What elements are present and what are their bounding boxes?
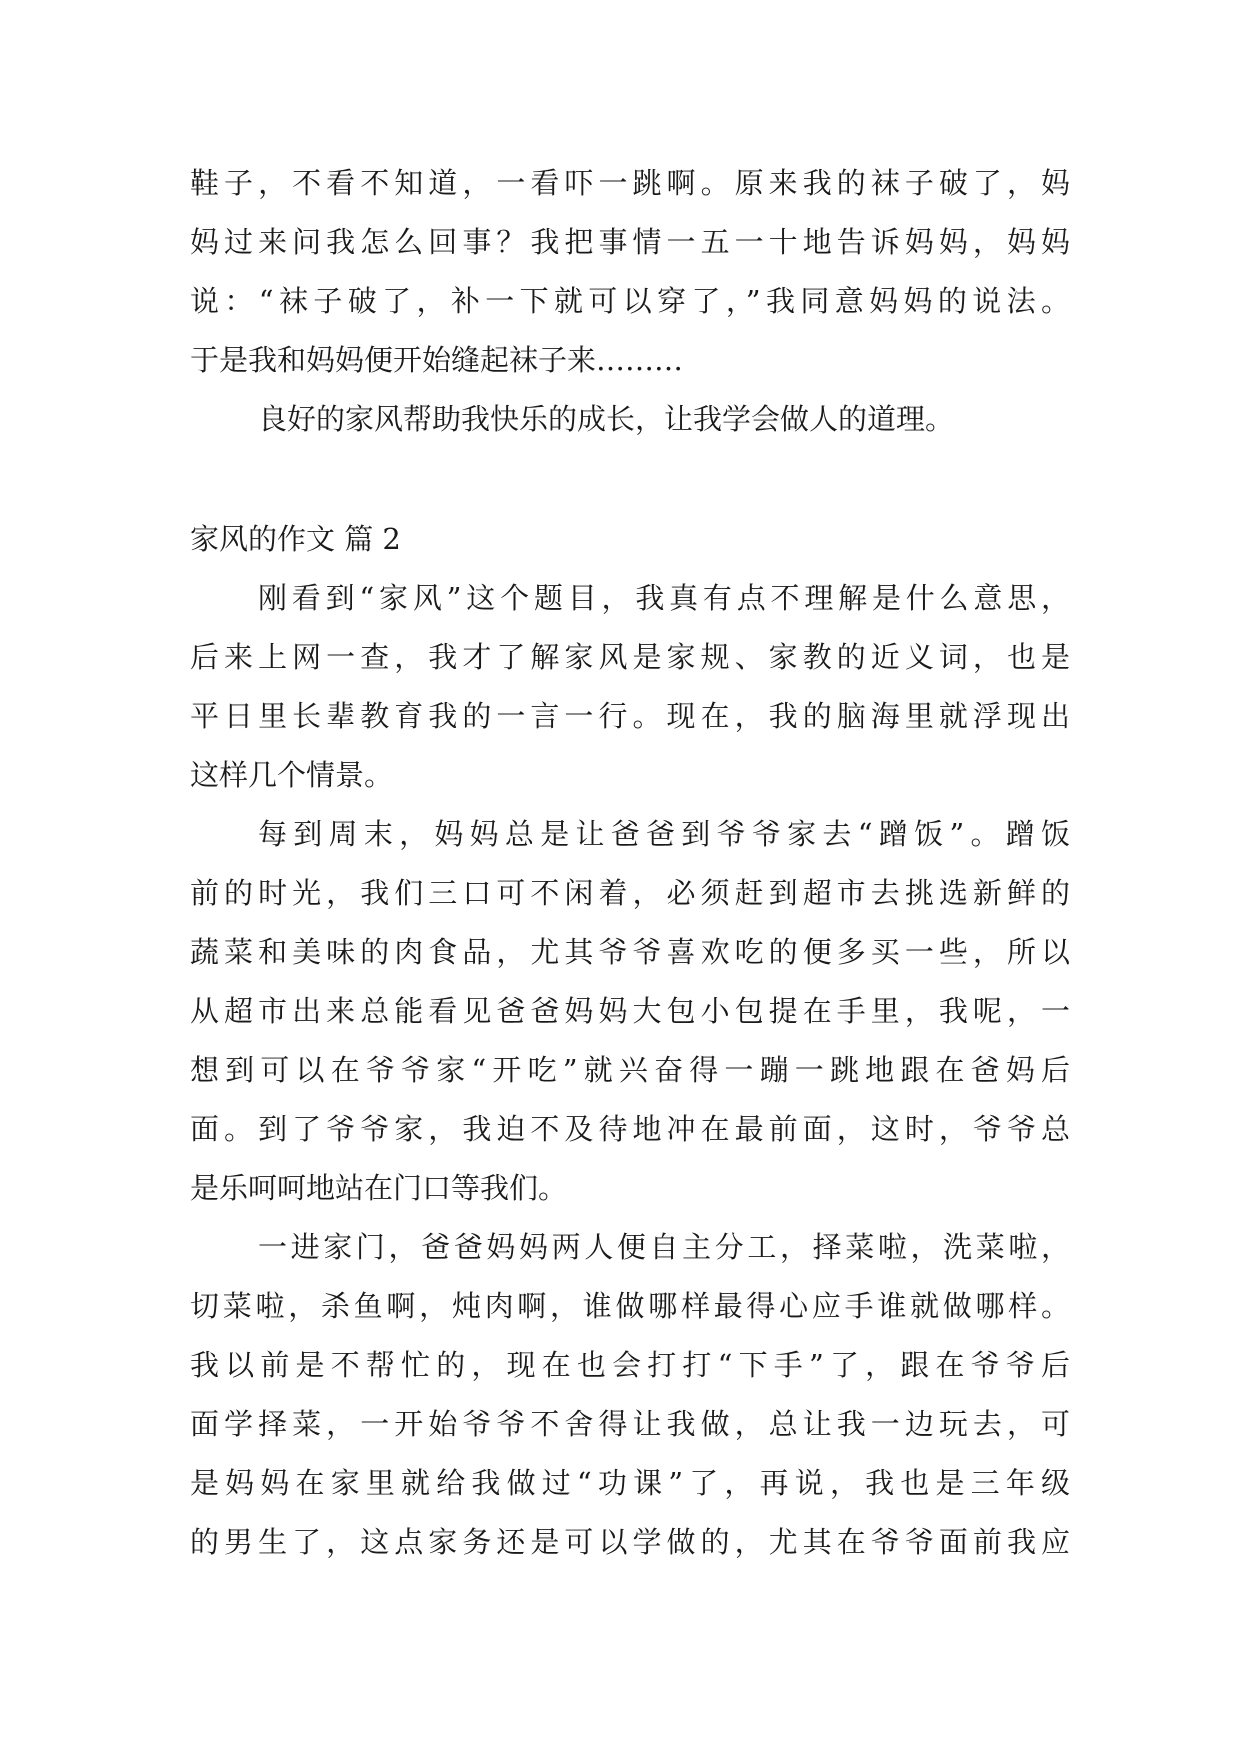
text-line: 这样几个情景。 (190, 758, 394, 792)
text-line: 面学择菜，一开始爷爷不舍得让我做，总让我一边玩去，可 (190, 1407, 1070, 1441)
text-line: 妈过来问我怎么回事？我把事情一五一十地告诉妈妈，妈妈 (190, 225, 1070, 259)
document-body (190, 154, 1070, 1572)
text-line: 的男生了，这点家务还是可以学做的，尤其在爷爷面前我应 (190, 1525, 1070, 1559)
paragraph (190, 1218, 1070, 1572)
paragraph (190, 569, 1070, 805)
section-heading: 家风的作文 篇 2 (190, 522, 401, 556)
section-gap (190, 449, 1070, 510)
text-line: 从超市出来总能看见爸爸妈妈大包小包提在手里，我呢，一 (190, 994, 1070, 1028)
text-line: 于是我和妈妈便开始缝起袜子来……… (190, 343, 684, 377)
text-line: 前的时光，我们三口可不闲着，必须赶到超市去挑选新鲜的 (190, 876, 1070, 910)
text-line: 蔬菜和美味的肉食品，尤其爷爷喜欢吃的便多买一些，所以 (190, 935, 1070, 969)
text-line: 平日里长辈教育我的一言一行。现在，我的脑海里就浮现出 (190, 699, 1070, 733)
paragraph (190, 154, 1070, 390)
text-line: 是乐呵呵地站在门口等我们。 (190, 1171, 568, 1205)
paragraph (190, 805, 1070, 1218)
paragraph (190, 390, 1070, 449)
text-line: 刚看到“家风”这个题目，我真有点不理解是什么意思， (258, 581, 1070, 615)
text-line: 每到周末，妈妈总是让爸爸到爷爷家去“蹭饭”。蹭饭 (258, 817, 1070, 851)
text-line: 切菜啦，杀鱼啊，炖肉啊，谁做哪样最得心应手谁就做哪样。 (190, 1289, 1070, 1323)
text-line: 良好的家风帮助我快乐的成长，让我学会做人的道理。 (258, 402, 955, 436)
text-line: 是妈妈在家里就给我做过“功课”了，再说，我也是三年级 (190, 1466, 1070, 1500)
text-line: 说：“袜子破了，补一下就可以穿了，”我同意妈妈的说法。 (190, 284, 1070, 318)
text-line: 想到可以在爷爷家“开吃”就兴奋得一蹦一跳地跟在爸妈后 (190, 1053, 1070, 1087)
text-line: 后来上网一查，我才了解家风是家规、家教的近义词，也是 (190, 640, 1070, 674)
text-line: 一进家门，爸爸妈妈两人便自主分工，择菜啦，洗菜啦， (258, 1230, 1070, 1264)
text-line: 鞋子，不看不知道，一看吓一跳啊。原来我的袜子破了，妈 (190, 166, 1070, 200)
text-line: 面。到了爷爷家，我迫不及待地冲在最前面，这时，爷爷总 (190, 1112, 1070, 1146)
text-line: 我以前是不帮忙的，现在也会打打“下手”了，跟在爷爷后 (190, 1348, 1070, 1382)
